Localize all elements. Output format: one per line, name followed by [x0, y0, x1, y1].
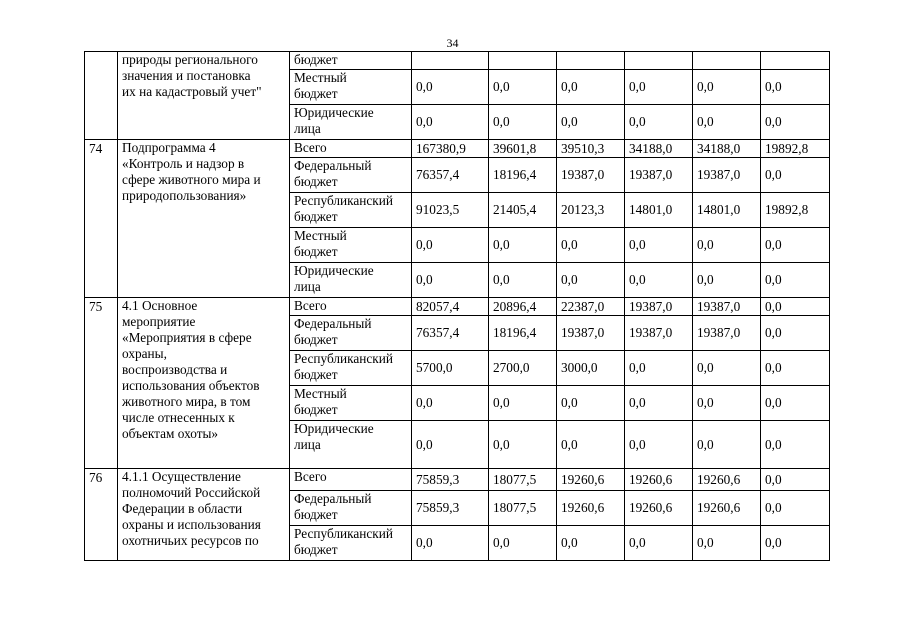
row-number-cell: 75	[85, 298, 118, 469]
value-cell: 39510,3	[557, 140, 625, 158]
value-cell: 19260,6	[557, 469, 625, 491]
value-cell: 19387,0	[625, 158, 693, 193]
value-cell: 0,0	[761, 70, 830, 105]
program-name-line: сфере животного мира и	[122, 172, 261, 187]
funding-source-line: Республиканский	[294, 526, 393, 541]
funding-source-line: Местный	[294, 70, 347, 85]
funding-source-cell	[290, 421, 412, 469]
value-cell: 18196,4	[489, 316, 557, 351]
value-cell: 20896,4	[489, 298, 557, 316]
value-cell: 18077,5	[489, 491, 557, 526]
funding-source-cell	[290, 140, 412, 158]
value-cell: 0,0	[489, 263, 557, 298]
value-cell: 0,0	[761, 263, 830, 298]
value-cell: 0,0	[412, 263, 489, 298]
funding-source-cell	[290, 193, 412, 228]
value-cell: 75859,3	[412, 491, 489, 526]
value-cell: 19387,0	[693, 158, 761, 193]
funding-source-line: Юридические	[294, 421, 374, 436]
value-cell: 19387,0	[625, 316, 693, 351]
value-cell	[489, 52, 557, 70]
row-number-cell: 74	[85, 140, 118, 298]
value-cell: 0,0	[693, 526, 761, 561]
program-name-cell	[118, 52, 290, 140]
value-cell: 18196,4	[489, 158, 557, 193]
value-cell: 0,0	[761, 491, 830, 526]
value-cell: 0,0	[557, 105, 625, 140]
program-name-cell	[118, 298, 290, 469]
value-cell: 14801,0	[625, 193, 693, 228]
value-cell: 0,0	[761, 526, 830, 561]
program-name-line: «Мероприятия в сфере	[122, 330, 252, 345]
value-cell: 0,0	[625, 386, 693, 421]
funding-source-line: бюджет	[294, 332, 338, 347]
value-cell: 0,0	[557, 526, 625, 561]
funding-source-cell	[290, 158, 412, 193]
value-cell: 0,0	[693, 421, 761, 469]
value-cell: 0,0	[557, 228, 625, 263]
value-cell: 21405,4	[489, 193, 557, 228]
program-name-cell	[118, 140, 290, 298]
funding-source-cell	[290, 351, 412, 386]
value-cell: 19387,0	[693, 316, 761, 351]
row-number-cell: 76	[85, 469, 118, 561]
funding-source-line: Юридические	[294, 105, 374, 120]
funding-source-line: бюджет	[294, 86, 338, 101]
funding-source-line: бюджет	[294, 542, 338, 557]
value-cell: 0,0	[557, 70, 625, 105]
table-row	[85, 469, 830, 491]
value-cell: 0,0	[489, 526, 557, 561]
program-name-line: числе отнесенных к	[122, 410, 235, 425]
program-name-line: природопользования»	[122, 188, 247, 203]
value-cell: 75859,3	[412, 469, 489, 491]
value-cell	[761, 52, 830, 70]
program-name-line: охотничьих ресурсов по	[122, 533, 259, 548]
value-cell: 0,0	[412, 421, 489, 469]
funding-source-line: лица	[294, 121, 321, 136]
funding-source-line: бюджет	[294, 174, 338, 189]
value-cell: 0,0	[412, 228, 489, 263]
program-name-line: «Контроль и надзор в	[122, 156, 245, 171]
funding-source-line: лица	[294, 437, 321, 452]
program-name-line: охраны и использования	[122, 517, 261, 532]
funding-source-cell	[290, 386, 412, 421]
value-cell: 14801,0	[693, 193, 761, 228]
program-name-line: значения и постановка	[122, 68, 251, 83]
value-cell: 0,0	[693, 228, 761, 263]
funding-source-cell	[290, 228, 412, 263]
table-row	[85, 140, 830, 158]
value-cell: 0,0	[557, 421, 625, 469]
value-cell: 19260,6	[625, 469, 693, 491]
program-name-cell	[118, 469, 290, 561]
funding-source-cell	[290, 298, 412, 316]
page-number: 34	[446, 36, 459, 50]
funding-source-cell	[290, 469, 412, 491]
value-cell: 0,0	[761, 351, 830, 386]
value-cell: 0,0	[693, 386, 761, 421]
program-name-line: природы регионального	[122, 52, 258, 67]
value-cell: 0,0	[693, 105, 761, 140]
value-cell: 0,0	[761, 158, 830, 193]
value-cell: 0,0	[557, 386, 625, 421]
value-cell: 0,0	[761, 105, 830, 140]
funding-source-line: Местный	[294, 228, 347, 243]
value-cell	[625, 52, 693, 70]
funding-source-line: Всего	[294, 140, 327, 155]
value-cell: 0,0	[489, 386, 557, 421]
funding-source-line: бюджет	[294, 507, 338, 522]
funding-source-line: Республиканский	[294, 351, 393, 366]
value-cell: 0,0	[557, 263, 625, 298]
value-cell: 82057,4	[412, 298, 489, 316]
funding-source-line: Федеральный	[294, 316, 372, 331]
funding-source-line: Федеральный	[294, 158, 372, 173]
value-cell: 19260,6	[557, 491, 625, 526]
value-cell: 0,0	[625, 228, 693, 263]
value-cell: 0,0	[412, 386, 489, 421]
value-cell: 19387,0	[625, 298, 693, 316]
funding-source-line: Всего	[294, 298, 327, 313]
value-cell: 0,0	[489, 70, 557, 105]
funding-source-line: Местный	[294, 386, 347, 401]
value-cell: 19387,0	[557, 158, 625, 193]
value-cell: 18077,5	[489, 469, 557, 491]
funding-source-line: бюджет	[294, 367, 338, 382]
value-cell: 19892,8	[761, 140, 830, 158]
value-cell: 19892,8	[761, 193, 830, 228]
funding-source-line: Федеральный	[294, 491, 372, 506]
program-name-line: объектам охоты»	[122, 426, 219, 441]
value-cell: 19260,6	[693, 469, 761, 491]
value-cell: 19260,6	[693, 491, 761, 526]
value-cell: 0,0	[693, 70, 761, 105]
value-cell: 0,0	[412, 526, 489, 561]
funding-source-cell: бюджет	[290, 52, 412, 70]
funding-source-line: Всего	[294, 469, 327, 484]
funding-source-line: лица	[294, 279, 321, 294]
value-cell: 20123,3	[557, 193, 625, 228]
program-name-line: их на кадастровый учет"	[122, 84, 262, 99]
table-row	[85, 298, 830, 316]
row-number-cell	[85, 52, 118, 140]
program-name-line: полномочий Российской	[122, 485, 261, 500]
value-cell: 22387,0	[557, 298, 625, 316]
program-name-line: Федерации в области	[122, 501, 243, 516]
value-cell: 0,0	[761, 316, 830, 351]
value-cell: 19260,6	[625, 491, 693, 526]
funding-source-cell	[290, 491, 412, 526]
value-cell: 5700,0	[412, 351, 489, 386]
value-cell: 0,0	[761, 228, 830, 263]
value-cell: 0,0	[489, 105, 557, 140]
funding-source-line: Республиканский	[294, 193, 393, 208]
value-cell: 0,0	[625, 105, 693, 140]
value-cell: 2700,0	[489, 351, 557, 386]
value-cell: 76357,4	[412, 316, 489, 351]
value-cell: 76357,4	[412, 158, 489, 193]
value-cell: 3000,0	[557, 351, 625, 386]
value-cell: 0,0	[693, 351, 761, 386]
value-cell: 0,0	[412, 70, 489, 105]
value-cell: 0,0	[625, 351, 693, 386]
funding-source-line: Юридические	[294, 263, 374, 278]
program-name-line: воспроизводства и	[122, 362, 228, 377]
value-cell: 0,0	[625, 526, 693, 561]
program-name-line: 4.1 Основное	[122, 298, 198, 313]
funding-source-line: бюджет	[294, 209, 338, 224]
value-cell: 39601,8	[489, 140, 557, 158]
value-cell: 0,0	[625, 263, 693, 298]
program-name-line: использования объектов	[122, 378, 260, 393]
table-row	[85, 52, 830, 70]
program-name-line: охраны,	[122, 346, 167, 361]
budget-table	[84, 51, 830, 561]
value-cell: 0,0	[761, 386, 830, 421]
funding-source-cell	[290, 105, 412, 140]
program-name-line: 4.1.1 Осуществление	[122, 469, 241, 484]
value-cell	[693, 52, 761, 70]
value-cell: 0,0	[761, 298, 830, 316]
value-cell	[412, 52, 489, 70]
value-cell: 0,0	[693, 263, 761, 298]
value-cell: 34188,0	[625, 140, 693, 158]
value-cell: 0,0	[625, 70, 693, 105]
value-cell: 91023,5	[412, 193, 489, 228]
value-cell: 0,0	[412, 105, 489, 140]
program-name-line: животного мира, в том	[122, 394, 251, 409]
value-cell: 0,0	[489, 421, 557, 469]
value-cell: 34188,0	[693, 140, 761, 158]
value-cell: 167380,9	[412, 140, 489, 158]
funding-source-cell	[290, 263, 412, 298]
program-name-line: Подпрограмма 4	[122, 140, 216, 155]
funding-source-line: бюджет	[294, 244, 338, 259]
funding-source-cell	[290, 316, 412, 351]
funding-source-cell	[290, 526, 412, 561]
value-cell: 19387,0	[693, 298, 761, 316]
value-cell: 0,0	[625, 421, 693, 469]
value-cell: 19387,0	[557, 316, 625, 351]
value-cell	[557, 52, 625, 70]
program-name-line: мероприятие	[122, 314, 196, 329]
value-cell: 0,0	[761, 421, 830, 469]
funding-source-cell	[290, 70, 412, 105]
value-cell: 0,0	[489, 228, 557, 263]
value-cell: 0,0	[761, 469, 830, 491]
funding-source-line: бюджет	[294, 402, 338, 417]
